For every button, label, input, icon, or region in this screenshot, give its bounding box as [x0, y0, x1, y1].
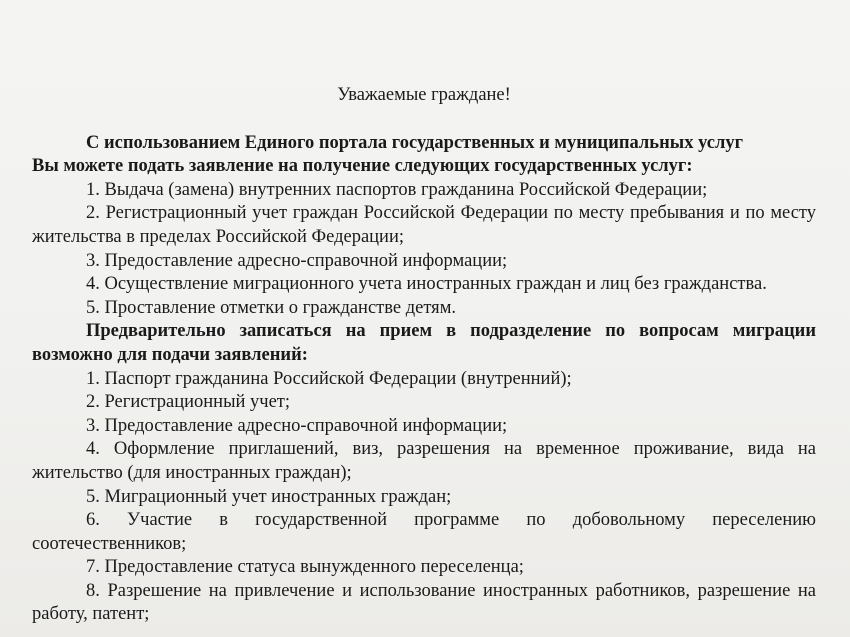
service-item: 3. Предоставление адресно-справочной информации; [86, 250, 508, 271]
appointment-item: 2. Регистрационный учет; [86, 392, 291, 413]
notice-title: Уважаемые граждане! [337, 85, 511, 105]
service-item: 4. Осуществление миграционного учета иностранных граждан и лиц без гражданства. [86, 274, 767, 295]
appointment-item: 6. Участие в государственной программе по добовольному переселению соотечественников; [32, 510, 816, 554]
appointment-item: 5. Миграционный учет иностранных граждан; [86, 486, 452, 507]
intro-line-2: Вы можете подать заявление на получение следующих государственных услуг: [32, 156, 693, 177]
notice-text [32, 84, 816, 627]
appointment-item: 7. Предоставление статуса вынужденного переселенца; [86, 557, 524, 578]
service-item: 5. Проставление отметки о гражданстве детям. [86, 297, 457, 318]
appointment-item: 3. Предоставление адресно-справочной информации; [86, 415, 508, 436]
intro-line-1: С использованием Единого портала государственных и муниципальных услуг [86, 132, 743, 153]
appointment-item: 4. Оформление приглашений, виз, разрешения на временное проживание, вида на жительство (для иностранных граждан); [32, 439, 816, 483]
appointment-heading: Предварительно записаться на прием в подразделение по вопросам миграции возможно для подачи заявлений: [32, 321, 816, 365]
service-item: 1. Выдача (замена) внутренних паспортов гражданина Российской Федерации; [86, 179, 708, 200]
appointment-item: 8. Разрешение на привлечение и использование иностранных работников, разрешение на работу, патент; [32, 580, 816, 625]
intro-heading [32, 132, 816, 179]
appointment-item: 1. Паспорт гражданина Российской Федерации (внутренний); [86, 368, 572, 389]
service-item: 2. Регистрационный учет граждан Российской Федерации по месту пребывания и по месту жительства в пределах Российской Федерации; [32, 203, 816, 247]
